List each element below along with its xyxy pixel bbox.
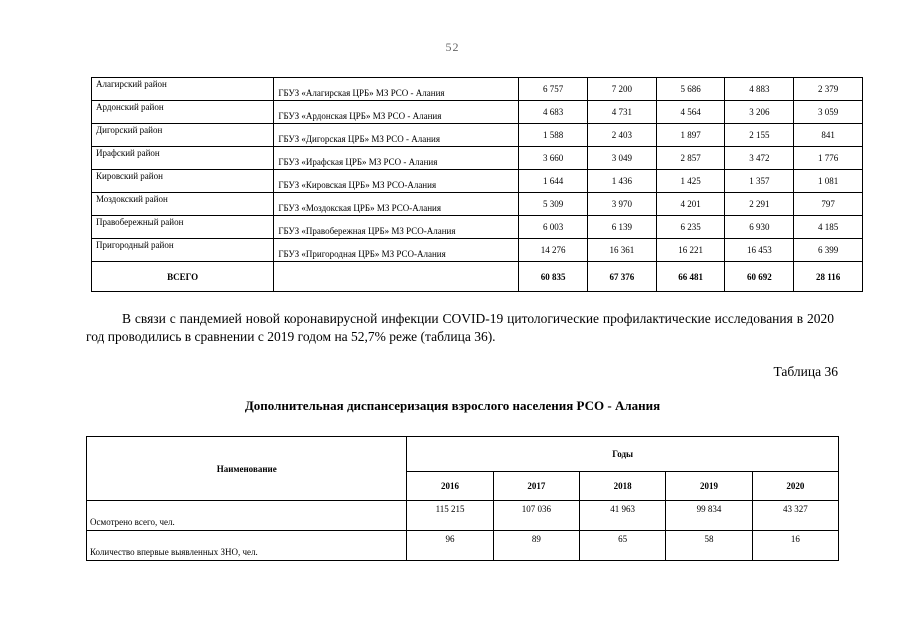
years-header: Годы	[407, 437, 839, 472]
value-cell: 1 436	[587, 170, 656, 193]
row-label: Количество впервые выявленных ЗНО, чел.	[87, 531, 407, 561]
value-cell: 16	[752, 531, 838, 561]
value-cell: 6 003	[519, 216, 588, 239]
table-row	[92, 193, 863, 216]
value-cell: 6 235	[656, 216, 725, 239]
total-value-cell: 60 835	[519, 262, 588, 292]
table-label: Таблица 36	[773, 364, 838, 379]
value-cell: 797	[794, 193, 863, 216]
value-cell: 1 776	[794, 147, 863, 170]
value-cell: 1 644	[519, 170, 588, 193]
value-cell: 16 361	[587, 239, 656, 262]
year-header: 2017	[493, 472, 579, 501]
year-header: 2019	[666, 472, 752, 501]
district-cell: Кировский район	[92, 170, 274, 193]
district-cell: Моздокский район	[92, 193, 274, 216]
table-title: Дополнительная диспансеризация взрослого населения РСО - Алания	[244, 398, 661, 413]
value-cell: 43 327	[752, 501, 838, 531]
institution-cell: ГБУЗ «Дигорская ЦРБ» МЗ РСО - Алания	[274, 124, 519, 147]
year-header: 2018	[580, 472, 666, 501]
total-value-cell: 66 481	[656, 262, 725, 292]
district-cell: Дигорский район	[92, 124, 274, 147]
value-cell: 58	[666, 531, 752, 561]
institution-cell	[274, 262, 519, 292]
header-row	[87, 437, 839, 472]
table-row	[92, 216, 863, 239]
institution-cell: ГБУЗ «Ирафская ЦРБ» МЗ РСО - Алания	[274, 147, 519, 170]
value-cell: 2 857	[656, 147, 725, 170]
district-cell: Правобережный район	[92, 216, 274, 239]
table-row	[87, 531, 839, 561]
value-cell: 3 206	[725, 101, 794, 124]
body-paragraph: В связи с пандемией новой коронавирусной инфекции COVID-19 цитологические профилактические исследования в 2020 год проводились в сравнении с 2019 годом на 52,7% реже (таблица 36).	[86, 310, 834, 344]
value-cell: 1 588	[519, 124, 588, 147]
district-cell: Алагирский район	[92, 78, 274, 101]
value-cell: 3 970	[587, 193, 656, 216]
institution-cell: ГБУЗ «Ардонская ЦРБ» МЗ РСО - Алания	[274, 101, 519, 124]
year-header: 2016	[407, 472, 493, 501]
value-cell: 7 200	[587, 78, 656, 101]
total-value-cell: 67 376	[587, 262, 656, 292]
total-value-cell: 28 116	[794, 262, 863, 292]
value-cell: 4 201	[656, 193, 725, 216]
value-cell: 841	[794, 124, 863, 147]
value-cell: 3 059	[794, 101, 863, 124]
value-cell: 16 453	[725, 239, 794, 262]
value-cell: 1 357	[725, 170, 794, 193]
value-cell: 89	[493, 531, 579, 561]
value-cell: 16 221	[656, 239, 725, 262]
value-cell: 1 081	[794, 170, 863, 193]
value-cell: 96	[407, 531, 493, 561]
institution-cell: ГБУЗ «Моздокская ЦРБ» МЗ РСО-Алания	[274, 193, 519, 216]
value-cell: 2 155	[725, 124, 794, 147]
value-cell: 5 686	[656, 78, 725, 101]
value-cell: 99 834	[666, 501, 752, 531]
value-cell: 115 215	[407, 501, 493, 531]
value-cell: 6 930	[725, 216, 794, 239]
value-cell: 1 425	[656, 170, 725, 193]
value-cell: 5 309	[519, 193, 588, 216]
table-row	[92, 101, 863, 124]
value-cell: 3 049	[587, 147, 656, 170]
table-row	[92, 78, 863, 101]
table-row	[92, 147, 863, 170]
institution-cell: ГБУЗ «Правобережная ЦРБ» МЗ РСО-Алания	[274, 216, 519, 239]
institution-cell: ГБУЗ «Алагирская ЦРБ» МЗ РСО - Алания	[274, 78, 519, 101]
institution-cell: ГБУЗ «Пригородная ЦРБ» МЗ РСО-Алания	[274, 239, 519, 262]
value-cell: 6 139	[587, 216, 656, 239]
value-cell: 4 683	[519, 101, 588, 124]
value-cell: 4 731	[587, 101, 656, 124]
total-label: ВСЕГО	[92, 262, 274, 292]
dispensarization-table	[86, 436, 839, 561]
page-number: 52	[445, 40, 460, 54]
value-cell: 6 399	[794, 239, 863, 262]
value-cell: 2 379	[794, 78, 863, 101]
value-cell: 14 276	[519, 239, 588, 262]
institution-cell: ГБУЗ «Кировская ЦРБ» МЗ РСО-Алания	[274, 170, 519, 193]
table-row	[92, 239, 863, 262]
value-cell: 4 883	[725, 78, 794, 101]
value-cell: 41 963	[580, 501, 666, 531]
district-screening-table	[91, 77, 863, 292]
table-row	[92, 170, 863, 193]
name-header: Наименование	[87, 437, 407, 501]
row-label: Осмотрено всего, чел.	[87, 501, 407, 531]
value-cell: 4 185	[794, 216, 863, 239]
district-cell: Ирафский район	[92, 147, 274, 170]
total-row	[92, 262, 863, 292]
district-cell: Пригородный район	[92, 239, 274, 262]
value-cell: 6 757	[519, 78, 588, 101]
table-row	[92, 124, 863, 147]
value-cell: 1 897	[656, 124, 725, 147]
value-cell: 3 472	[725, 147, 794, 170]
value-cell: 2 403	[587, 124, 656, 147]
value-cell: 65	[580, 531, 666, 561]
district-cell: Ардонский район	[92, 101, 274, 124]
year-header: 2020	[752, 472, 838, 501]
value-cell: 3 660	[519, 147, 588, 170]
value-cell: 107 036	[493, 501, 579, 531]
value-cell: 2 291	[725, 193, 794, 216]
value-cell: 4 564	[656, 101, 725, 124]
table-row	[87, 501, 839, 531]
total-value-cell: 60 692	[725, 262, 794, 292]
